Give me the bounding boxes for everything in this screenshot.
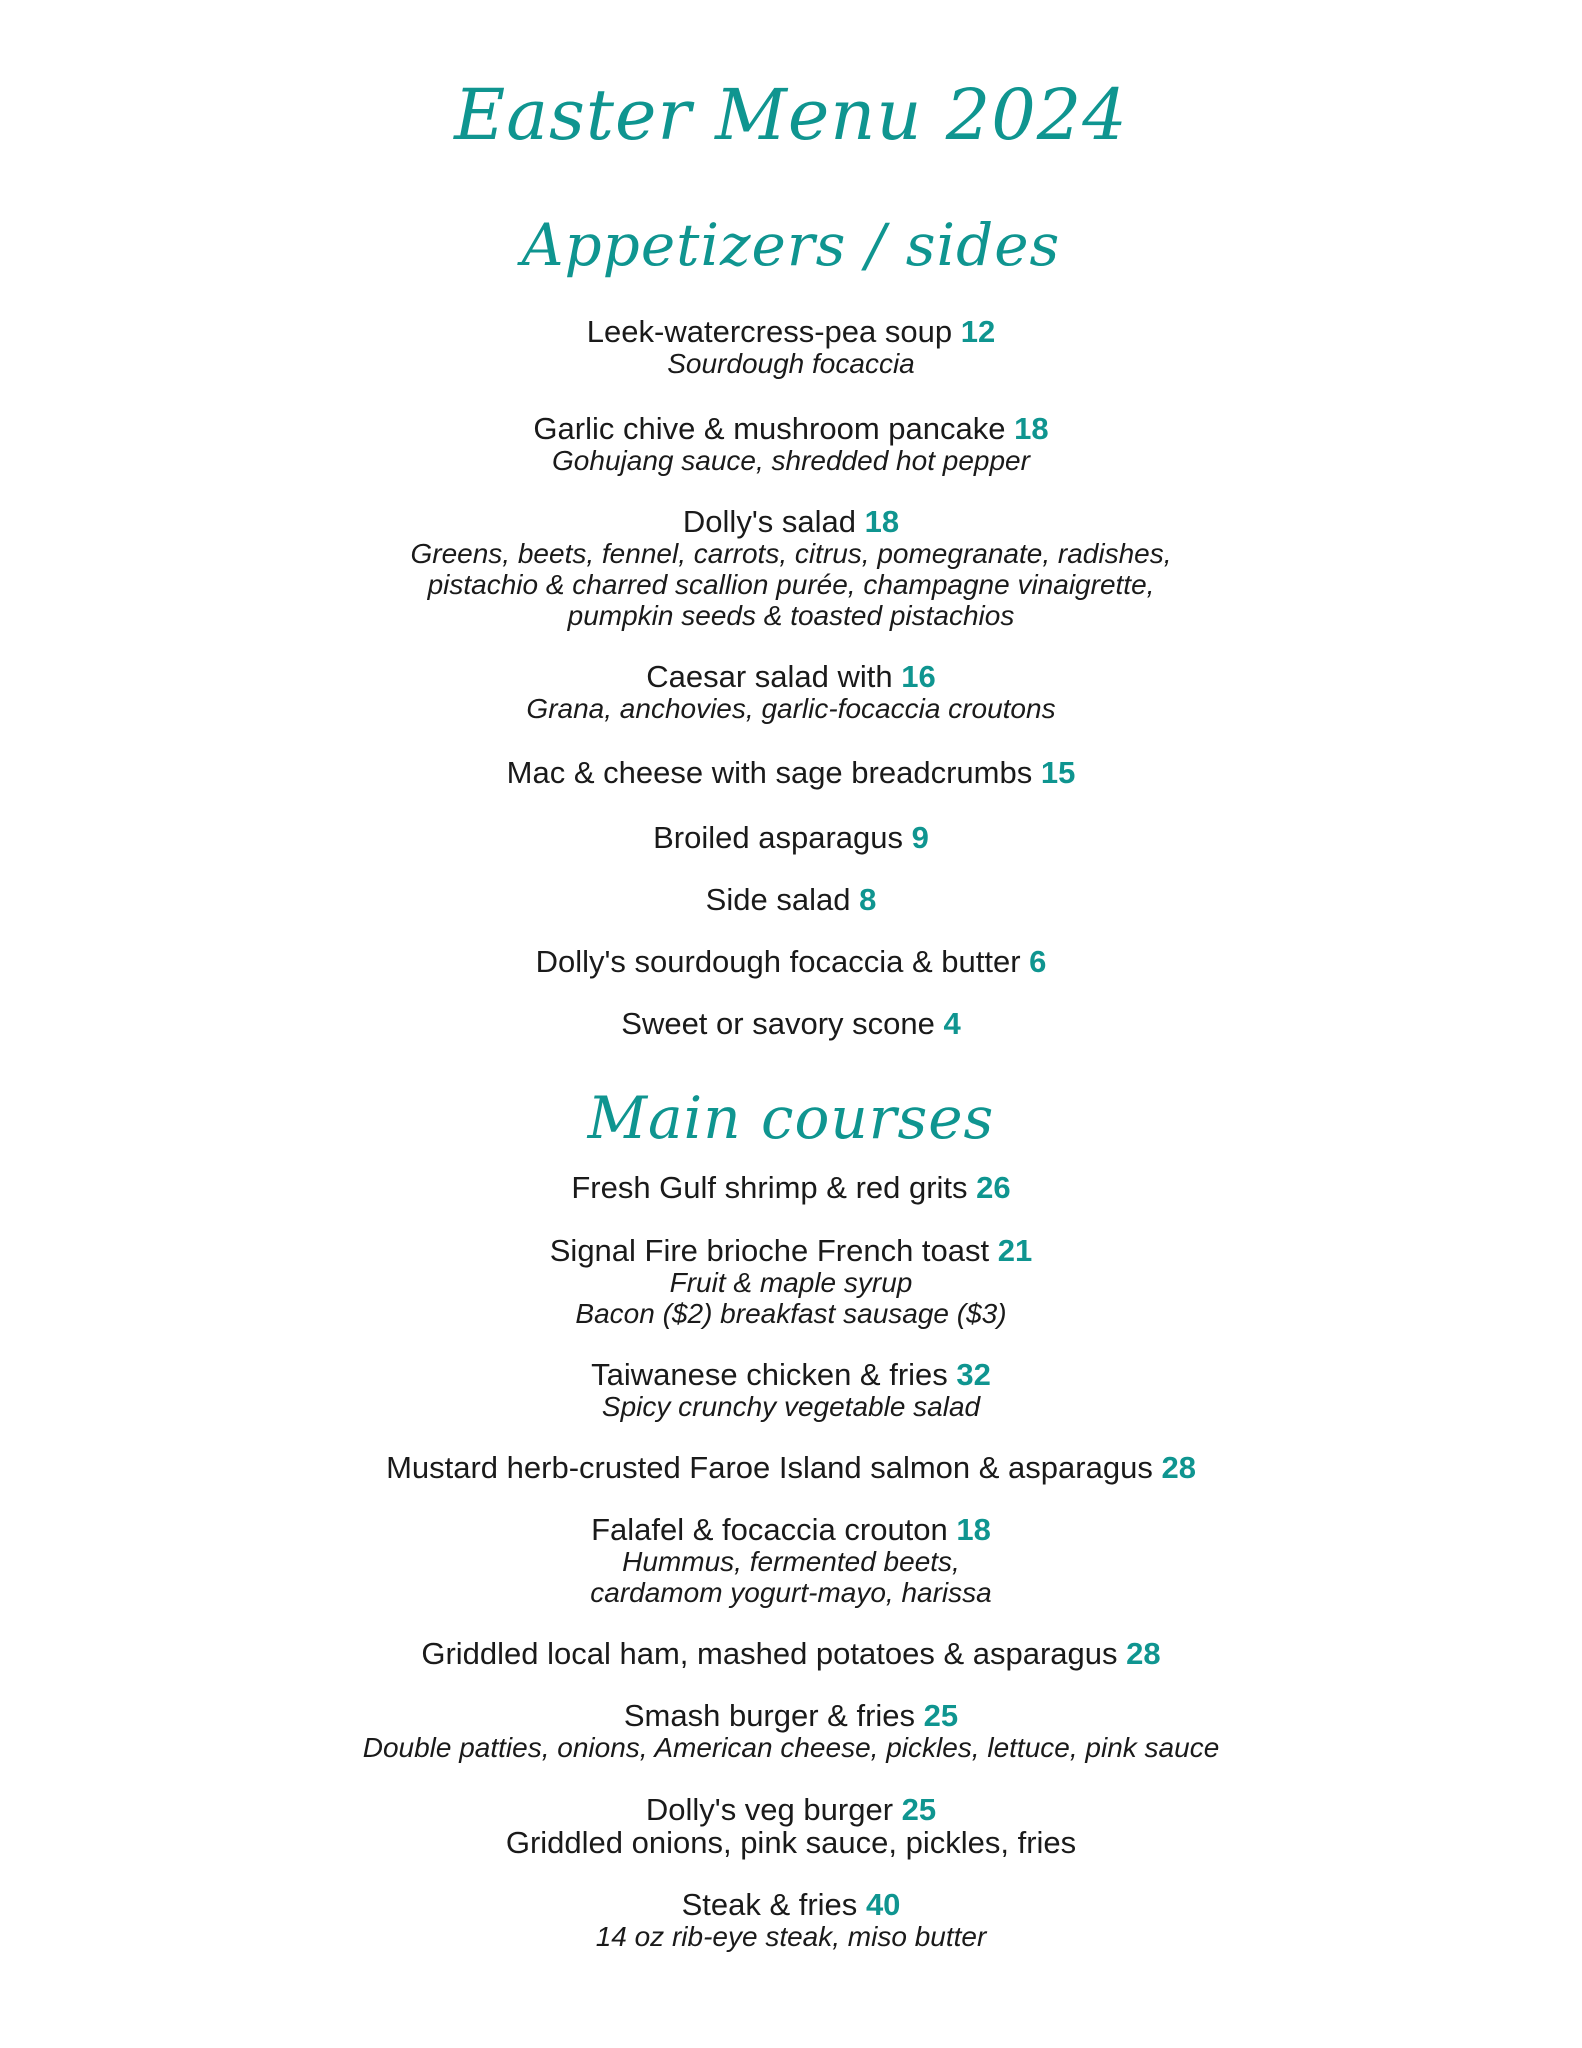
item-description: Sourdough focaccia xyxy=(667,348,915,379)
item-price: 28 xyxy=(1161,1450,1196,1485)
item-name: Sweet or savory scone xyxy=(621,1006,935,1041)
menu-item xyxy=(0,884,1582,916)
item-price: 6 xyxy=(1029,944,1047,979)
item-name: Broiled asparagus xyxy=(653,820,903,855)
item-name: Leek-watercress-pea soup xyxy=(586,314,953,349)
menu-item xyxy=(0,1235,1582,1329)
menu-item xyxy=(0,1452,1582,1484)
menu-item xyxy=(0,1794,1582,1859)
item-price: 4 xyxy=(943,1006,961,1041)
menu-item xyxy=(0,1700,1582,1763)
menu-item xyxy=(0,757,1582,789)
item-description: cardamom yogurt-mayo, harissa xyxy=(590,1577,992,1608)
item-name: Dolly's veg burger xyxy=(645,1792,894,1827)
item-name: Mustard herb-crusted Faroe Island salmon & asparagus xyxy=(386,1450,1153,1485)
item-price: 28 xyxy=(1126,1636,1161,1671)
item-name: Signal Fire brioche French toast xyxy=(549,1233,990,1268)
menu-item xyxy=(0,661,1582,724)
item-price: 21 xyxy=(997,1233,1033,1268)
item-price: 9 xyxy=(911,820,929,855)
item-description: 14 oz rib-eye steak, miso butter xyxy=(595,1921,987,1952)
item-name: Fresh Gulf shrimp & red grits xyxy=(571,1170,968,1205)
item-price: 25 xyxy=(901,1792,937,1827)
item-description: Gohujang sauce, shredded hot pepper xyxy=(552,445,1030,476)
menu-item xyxy=(0,1008,1582,1040)
item-description: Griddled onions, pink sauce, pickles, fries xyxy=(505,1825,1077,1860)
item-description: Fruit & maple syrup xyxy=(669,1267,913,1298)
item-price: 8 xyxy=(859,882,877,917)
menu-item xyxy=(0,946,1582,978)
item-price: 18 xyxy=(956,1512,991,1547)
item-price: 15 xyxy=(1040,755,1076,790)
menu-item xyxy=(0,1172,1582,1204)
item-description: pumpkin seeds & toasted pistachios xyxy=(567,600,1015,631)
section-heading-mains: Main courses xyxy=(587,1084,995,1152)
item-price: 18 xyxy=(864,504,900,539)
item-price: 16 xyxy=(901,659,936,694)
item-description: Spicy crunchy vegetable salad xyxy=(601,1391,981,1422)
menu-item xyxy=(0,316,1582,379)
item-name: Dolly's salad xyxy=(682,504,856,539)
item-name: Mac & cheese with sage breadcrumbs xyxy=(506,755,1033,790)
item-description: Bacon ($2) breakfast sausage ($3) xyxy=(575,1298,1007,1329)
item-price: 12 xyxy=(960,314,996,349)
item-price: 26 xyxy=(976,1170,1011,1205)
item-description: Greens, beets, fennel, carrots, citrus, pomegranate, radishes, xyxy=(410,538,1172,569)
item-price: 18 xyxy=(1014,411,1049,446)
item-name: Falafel & focaccia crouton xyxy=(591,1512,948,1547)
menu-item xyxy=(0,413,1582,476)
item-name: Smash burger & fries xyxy=(623,1698,916,1733)
item-description: pistachio & charred scallion purée, champagne vinaigrette, xyxy=(427,569,1155,600)
menu-item xyxy=(0,1359,1582,1422)
menu-title: Easter Menu 2024 xyxy=(454,74,1128,156)
menu-item xyxy=(0,506,1582,631)
item-description: Grana, anchovies, garlic-focaccia croutons xyxy=(526,693,1056,724)
item-name: Steak & fries xyxy=(681,1887,858,1922)
menu-item xyxy=(0,1638,1582,1670)
item-name: Dolly's sourdough focaccia & butter xyxy=(535,944,1021,979)
section-heading-appetizers: Appetizers / sides xyxy=(521,211,1061,279)
item-description: Hummus, fermented beets, xyxy=(622,1546,960,1577)
menu-item xyxy=(0,1514,1582,1608)
item-name: Side salad xyxy=(705,882,851,917)
item-name: Griddled local ham, mashed potatoes & asparagus xyxy=(421,1636,1118,1671)
item-name: Caesar salad with xyxy=(646,659,893,694)
item-price: 40 xyxy=(865,1887,901,1922)
item-name: Taiwanese chicken & fries xyxy=(591,1357,948,1392)
item-name: Garlic chive & mushroom pancake xyxy=(533,411,1006,446)
item-price: 32 xyxy=(956,1357,991,1392)
menu-item xyxy=(0,1889,1582,1952)
item-description: Double patties, onions, American cheese, pickles, lettuce, pink sauce xyxy=(362,1732,1220,1763)
menu-item xyxy=(0,822,1582,854)
item-price: 25 xyxy=(923,1698,959,1733)
